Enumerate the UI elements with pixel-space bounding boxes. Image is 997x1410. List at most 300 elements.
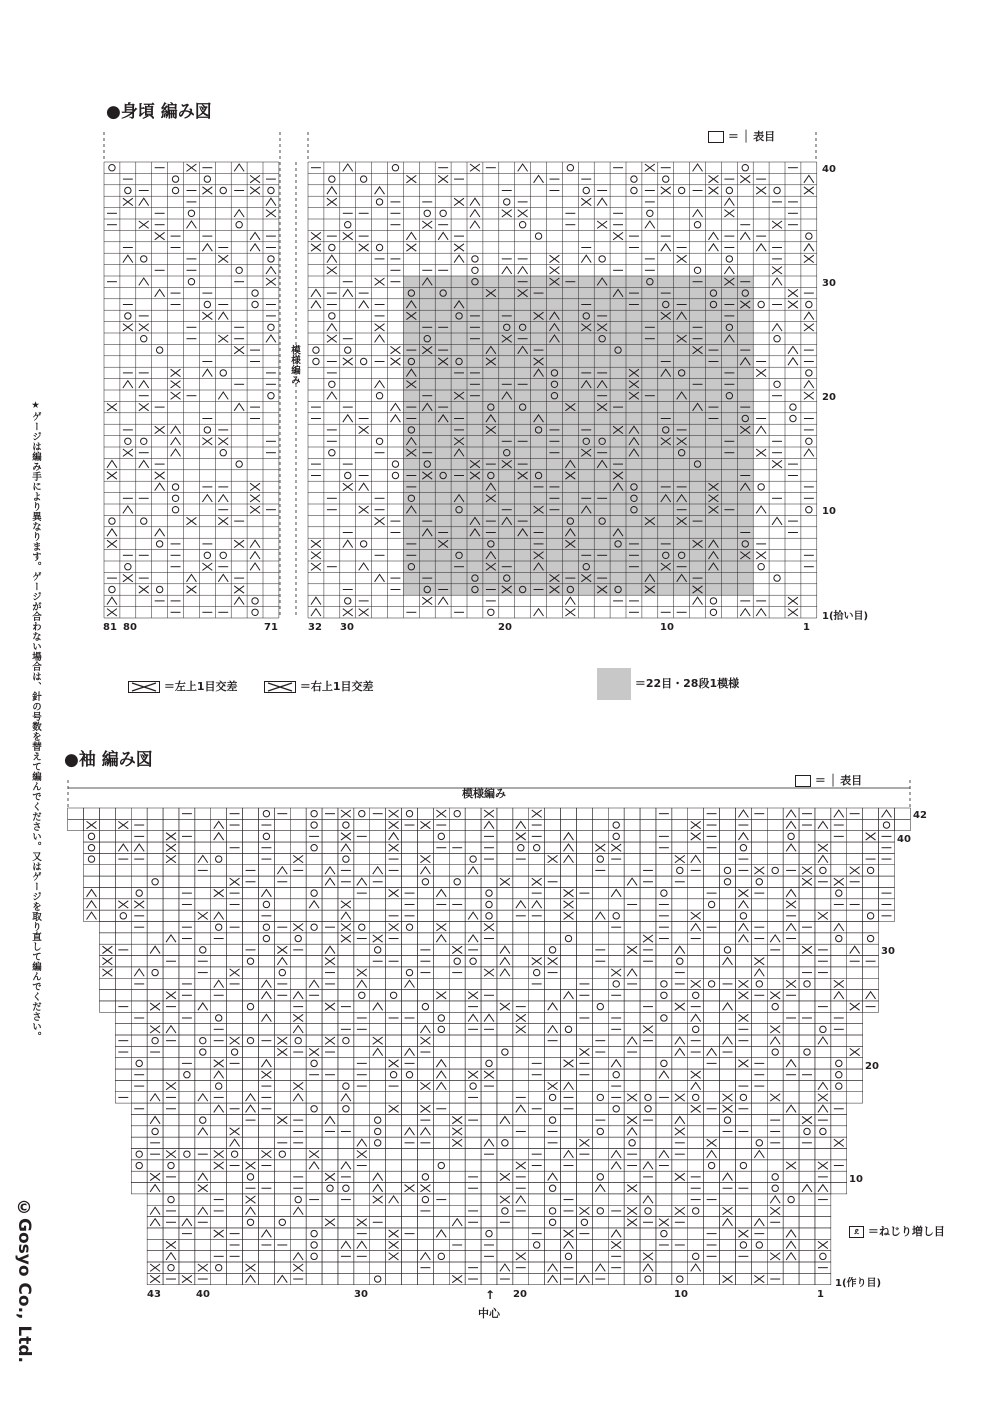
grid-cell [767, 956, 783, 967]
grid-cell [227, 1114, 243, 1125]
grid-cell [386, 944, 402, 955]
yarn-over-symbol [252, 609, 258, 615]
yarn-over-symbol [726, 187, 732, 193]
cross-symbol [202, 312, 212, 319]
cross-symbol [166, 992, 176, 999]
grid-cell [640, 831, 656, 842]
grid-cell [227, 1046, 243, 1057]
cross-symbol [246, 1196, 256, 1203]
yarn-over-symbol [597, 856, 603, 862]
grid-cell [147, 1126, 163, 1137]
grid-cell [354, 1126, 370, 1137]
cross-symbol [420, 855, 430, 862]
grid-cell [624, 1012, 640, 1023]
decrease-symbol [266, 335, 276, 342]
grid-cell [592, 990, 608, 1001]
grid-cell [815, 808, 831, 819]
grid-cell [640, 1183, 656, 1194]
cross-symbol [564, 889, 574, 896]
grid-cell [656, 1001, 672, 1012]
yarn-over-symbol [597, 1208, 603, 1214]
grid-cell [799, 1046, 815, 1057]
cross-symbol [250, 187, 260, 194]
cross-symbol [643, 1026, 653, 1033]
cross-symbol [627, 946, 637, 953]
grid-cell [258, 1251, 274, 1262]
grid-cell [513, 876, 529, 887]
grid-cell [624, 1239, 640, 1250]
grid-cell [306, 865, 322, 876]
grid-cell [147, 1103, 163, 1114]
yarn-over-symbol [693, 1253, 699, 1259]
grid-cell [545, 910, 561, 921]
decrease-symbol [246, 1105, 256, 1112]
grid-cell [497, 1251, 513, 1262]
yarn-over-symbol [836, 890, 842, 896]
body-col-81: 81 [103, 622, 117, 633]
grid-cell [163, 819, 179, 830]
grid-cell [163, 1046, 179, 1057]
decrease-symbol [709, 244, 719, 251]
grid-cell [545, 1217, 561, 1228]
grid-cell [863, 808, 879, 819]
decrease-symbol [468, 867, 478, 874]
grid-cell [704, 910, 720, 921]
grid-cell [545, 944, 561, 955]
grid-cell [179, 1183, 195, 1194]
yarn-over-symbol [172, 507, 178, 513]
grid-cell [417, 922, 433, 933]
grid-cell [211, 922, 227, 933]
decrease-symbol [468, 912, 478, 919]
grid-cell [656, 819, 672, 830]
grid-cell [449, 990, 465, 1001]
legend-repeat-label: ＝22目・28段1模様 [634, 677, 740, 690]
yarn-over-symbol [204, 301, 210, 307]
yarn-over-symbol [470, 856, 476, 862]
grid-cell [338, 1103, 354, 1114]
grid-cell [354, 899, 370, 910]
grid-cell [481, 865, 497, 876]
grid-cell [529, 990, 545, 1001]
yarn-over-symbol [820, 1253, 826, 1259]
cross-symbol [436, 924, 446, 931]
grid-cell [767, 887, 783, 898]
yarn-over-symbol [406, 924, 412, 930]
yarn-over-symbol [613, 822, 619, 828]
decrease-symbol [756, 244, 766, 251]
grid-cell [211, 842, 227, 853]
yarn-over-symbol [504, 199, 510, 205]
center-arrow-icon: ↑ [485, 1288, 496, 1302]
grid-cell [306, 1058, 322, 1069]
grid-cell [720, 842, 736, 853]
yarn-over-symbol [613, 1072, 619, 1078]
yarn-over-symbol [390, 1072, 396, 1078]
cross-symbol [218, 438, 228, 445]
grid-cell [338, 853, 354, 864]
grid-cell [115, 1012, 131, 1023]
grid-cell [386, 1205, 402, 1216]
decrease-symbol [277, 867, 287, 874]
decrease-symbol [150, 1094, 160, 1101]
grid-cell [767, 978, 783, 989]
grid-cell [624, 808, 640, 819]
cross-symbol [234, 346, 244, 353]
cross-symbol [516, 833, 526, 840]
grid-cell [417, 1228, 433, 1239]
decrease-symbol [87, 912, 97, 919]
grid-cell [211, 876, 227, 887]
yarn-over-symbol [710, 609, 716, 615]
grid-cell [561, 1046, 577, 1057]
grid-cell [624, 910, 640, 921]
decrease-symbol [834, 810, 844, 817]
grid-cell [195, 1046, 211, 1057]
decrease-symbol [786, 889, 796, 896]
yarn-over-symbol [375, 1276, 381, 1282]
cross-symbol [214, 1060, 224, 1067]
grid-cell [624, 1137, 640, 1148]
cross-symbol [406, 175, 416, 182]
yarn-over-symbol [740, 1242, 746, 1248]
grid-cell [561, 1126, 577, 1137]
grid-cell [513, 1137, 529, 1148]
grid-cell [99, 876, 115, 887]
grid-cell [672, 819, 688, 830]
yarn-over-symbol [518, 845, 524, 851]
cross-symbol [818, 912, 828, 919]
grid-cell [211, 1126, 227, 1137]
grid-cell [735, 1171, 751, 1182]
yarn-over-symbol [375, 1128, 381, 1134]
sleeve-row-40: 40 [897, 834, 911, 845]
decrease-symbol [500, 946, 510, 953]
cross-symbol [565, 609, 575, 616]
yarn-over-symbol [236, 461, 242, 467]
grid-cell [386, 1273, 402, 1284]
grid-cell [354, 1092, 370, 1103]
grid-cell [624, 1262, 640, 1273]
grid-cell [306, 819, 322, 830]
decrease-symbol [516, 1105, 526, 1112]
grid-cell [767, 1228, 783, 1239]
decrease-symbol [740, 232, 750, 239]
yarn-over-symbol [125, 313, 131, 319]
decrease-symbol [756, 426, 766, 433]
grid-cell [592, 1217, 608, 1228]
cross-symbol [611, 844, 621, 851]
yarn-over-symbol [200, 1049, 206, 1055]
grid-cell [799, 1092, 815, 1103]
cross-symbol [643, 1253, 653, 1260]
yarn-over-symbol [311, 924, 317, 930]
cross-symbol [102, 958, 112, 965]
yarn-over-symbol [313, 358, 319, 364]
grid-cell [163, 1058, 179, 1069]
grid-cell [131, 808, 147, 819]
grid-cell [433, 944, 449, 955]
yarn-over-symbol [836, 1072, 842, 1078]
grid-cell [354, 944, 370, 955]
grid-cell [767, 876, 783, 887]
cross-symbol [311, 232, 321, 239]
grid-cell [783, 1114, 799, 1125]
grid-cell [783, 1171, 799, 1182]
grid-cell [386, 1183, 402, 1194]
grid-cell [211, 1012, 227, 1023]
decrease-symbol [772, 278, 782, 285]
decrease-symbol [341, 1162, 351, 1169]
cross-symbol [325, 1003, 335, 1010]
grid-cell [449, 922, 465, 933]
grid-cell [863, 887, 879, 898]
grid-cell [767, 1080, 783, 1091]
grid-cell [370, 1239, 386, 1250]
grid-cell [576, 1126, 592, 1137]
cross-symbol [311, 244, 321, 251]
decrease-symbol [804, 312, 814, 319]
cross-symbol [422, 221, 432, 228]
cross-symbol [327, 267, 337, 274]
grid-cell [115, 1058, 131, 1069]
grid-cell [656, 1114, 672, 1125]
cross-symbol [325, 1037, 335, 1044]
grid-cell [576, 842, 592, 853]
grid-cell [735, 1239, 751, 1250]
grid-cell [592, 1126, 608, 1137]
decrease-symbol [375, 574, 385, 581]
grid-cell [402, 1171, 418, 1182]
grid-cell [656, 876, 672, 887]
yarn-over-symbol [392, 472, 398, 478]
grid-cell [751, 1205, 767, 1216]
decrease-symbol [786, 1105, 796, 1112]
grid-cell [163, 1114, 179, 1125]
grid-cell [497, 1012, 513, 1023]
grid-cell [640, 1092, 656, 1103]
grid-cell [529, 1205, 545, 1216]
cross-symbol [375, 517, 385, 524]
grid-cell [497, 831, 513, 842]
yarn-over-symbol [311, 1230, 317, 1236]
yarn-over-symbol [661, 1015, 667, 1021]
grid-cell [529, 1126, 545, 1137]
grid-cell [656, 1103, 672, 1114]
cross-symbol [277, 1116, 287, 1123]
body-row-40: 40 [822, 164, 836, 175]
yarn-over-symbol [693, 1208, 699, 1214]
grid-cell [672, 1251, 688, 1262]
cross-symbol [357, 969, 367, 976]
cross-symbol [155, 472, 165, 479]
grid-cell [799, 831, 815, 842]
grid-cell [179, 1092, 195, 1103]
grid-cell [433, 978, 449, 989]
grid-cell [338, 1080, 354, 1091]
yarn-over-symbol [774, 187, 780, 193]
grid-cell [783, 1035, 799, 1046]
cross-symbol [645, 164, 655, 171]
grid-cell [322, 1092, 338, 1103]
grid-cell [243, 853, 259, 864]
grid-cell [417, 1001, 433, 1012]
grid-cell [163, 1194, 179, 1205]
cross-symbol [150, 1264, 160, 1271]
decrease-symbol [436, 1082, 446, 1089]
grid-cell [704, 967, 720, 978]
grid-cell [624, 1058, 640, 1069]
grid-cell [608, 1194, 624, 1205]
decrease-symbol [691, 855, 701, 862]
decrease-symbol [436, 1230, 446, 1237]
grid-cell [735, 1069, 751, 1080]
cross-symbol [723, 1094, 733, 1101]
yarn-over-symbol [647, 210, 653, 216]
decrease-symbol [470, 210, 480, 217]
grid-cell [179, 1137, 195, 1148]
grid-cell [179, 1114, 195, 1125]
decrease-symbol [611, 889, 621, 896]
decrease-symbol [691, 1264, 701, 1271]
grid-cell [417, 910, 433, 921]
grid-cell [449, 910, 465, 921]
grid-cell [640, 1126, 656, 1137]
yarn-over-symbol [345, 347, 351, 353]
grid-cell [163, 978, 179, 989]
grid-cell [735, 1001, 751, 1012]
grid-cell [751, 1024, 767, 1035]
grid-cell [513, 990, 529, 1001]
yarn-over-symbol [438, 1162, 444, 1168]
grid-cell [163, 1126, 179, 1137]
grid-cell [131, 1137, 147, 1148]
grid-cell [481, 1058, 497, 1069]
grid-cell [656, 978, 672, 989]
cross-symbol [150, 1003, 160, 1010]
yarn-over-symbol [141, 438, 147, 444]
decrease-symbol [341, 912, 351, 919]
grid-cell [640, 967, 656, 978]
decrease-symbol [311, 597, 321, 604]
decrease-symbol [150, 946, 160, 953]
grid-cell [894, 819, 910, 830]
grid-cell [338, 1035, 354, 1046]
cross-symbol [675, 1128, 685, 1135]
grid-cell [688, 1126, 704, 1137]
body-col-1: 1 [803, 622, 810, 633]
grid-cell [481, 1273, 497, 1284]
yarn-over-symbol [359, 992, 365, 998]
decrease-symbol [357, 1241, 367, 1248]
grid-cell [879, 819, 895, 830]
yarn-over-symbol [231, 1049, 237, 1055]
yarn-over-symbol [724, 867, 730, 873]
cross-symbol [266, 278, 276, 285]
grid-cell [545, 887, 561, 898]
grid-cell [497, 933, 513, 944]
decrease-symbol [802, 1185, 812, 1192]
cross-symbol [724, 210, 734, 217]
grid-cell [688, 842, 704, 853]
sleeve-row-20: 20 [865, 1061, 879, 1072]
yarn-over-symbol [774, 381, 780, 387]
yarn-over-symbol [597, 1094, 603, 1100]
grid-cell [529, 1024, 545, 1035]
decrease-symbol [707, 1151, 717, 1158]
grid-cell [608, 808, 624, 819]
yarn-over-symbol [376, 199, 382, 205]
cross-symbol [277, 1048, 287, 1055]
grid-cell [481, 1205, 497, 1216]
grid-cell [195, 819, 211, 830]
grid-cell [99, 899, 115, 910]
grid-cell [561, 944, 577, 955]
grid-cell [894, 808, 910, 819]
grid-cell [576, 1001, 592, 1012]
decrease-symbol [675, 1116, 685, 1123]
grid-cell [258, 1205, 274, 1216]
grid-cell [370, 967, 386, 978]
cross-symbol [452, 1128, 462, 1135]
yarn-over-symbol [109, 165, 115, 171]
grid-cell [561, 865, 577, 876]
grid-cell [624, 1103, 640, 1114]
decrease-symbol [804, 381, 814, 388]
cross-symbol [484, 1071, 494, 1078]
grid-cell [322, 887, 338, 898]
grid-cell [274, 1171, 290, 1182]
legend-increase [849, 1223, 945, 1239]
grid-cell [227, 1171, 243, 1182]
grid-cell [640, 808, 656, 819]
decrease-symbol [325, 878, 335, 885]
grid-cell [370, 1149, 386, 1160]
decrease-symbol [818, 1105, 828, 1112]
grid-cell [386, 1024, 402, 1035]
yarn-over-symbol [613, 1106, 619, 1112]
cross-symbol [230, 969, 240, 976]
grid-cell [497, 1239, 513, 1250]
decrease-symbol [548, 1264, 558, 1271]
yarn-over-symbol [549, 1117, 555, 1123]
yarn-over-symbol [742, 165, 748, 171]
grid-cell [386, 1035, 402, 1046]
grid-cell [513, 1058, 529, 1069]
grid-cell [306, 808, 322, 819]
grid-cell [306, 944, 322, 955]
yarn-over-symbol [454, 810, 460, 816]
cross-symbol [155, 232, 165, 239]
decrease-symbol [246, 1094, 256, 1101]
grid-cell [433, 1001, 449, 1012]
grid-cell [195, 1228, 211, 1239]
grid-cell [735, 1092, 751, 1103]
cross-symbol [373, 1037, 383, 1044]
cross-symbol [675, 1173, 685, 1180]
grid-cell [735, 876, 751, 887]
grid-cell [513, 922, 529, 933]
cross-symbol [375, 278, 385, 285]
sleeve-key-label: ＝ │ 表目 [814, 774, 863, 787]
grid-cell [338, 1069, 354, 1080]
legend-repeat [597, 668, 739, 700]
yarn-over-symbol [806, 438, 812, 444]
grid-cell [274, 967, 290, 978]
grid-cell [656, 1024, 672, 1035]
cross-symbol [834, 1139, 844, 1146]
grid-cell [720, 853, 736, 864]
